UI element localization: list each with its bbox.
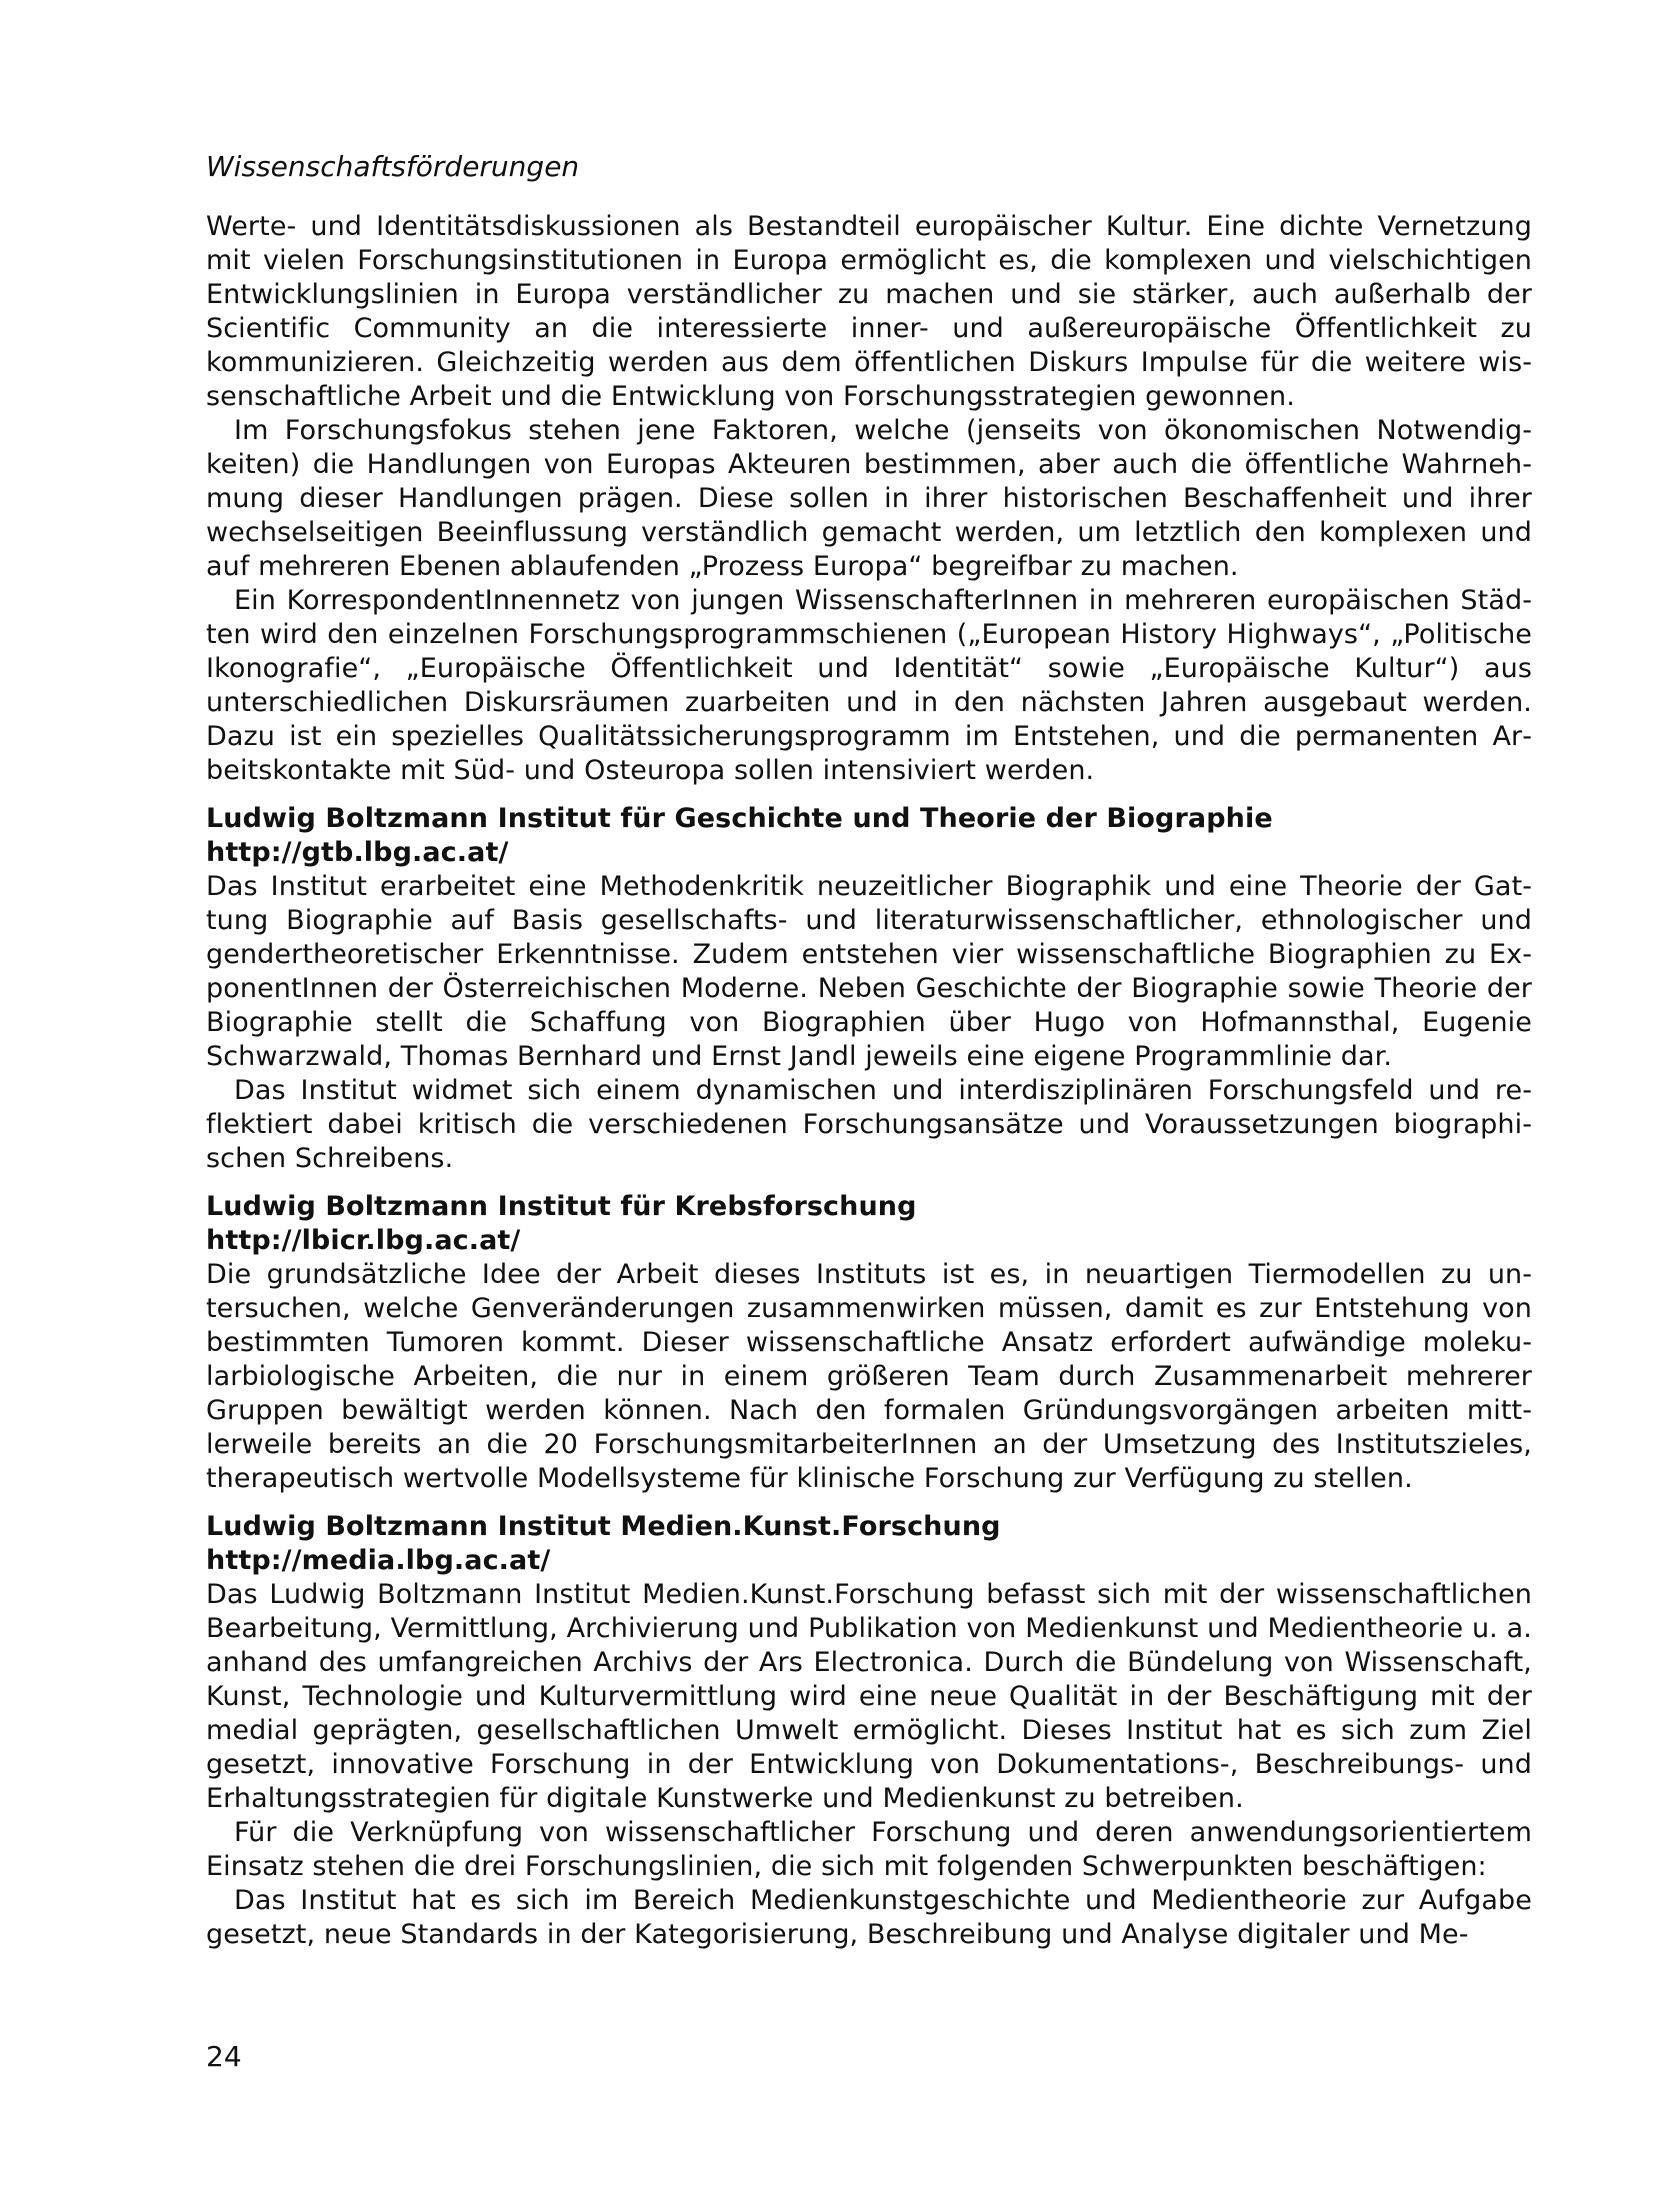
section-url[interactable]: http://media.lbg.ac.at/ — [206, 1545, 551, 1576]
section-paragraph: Das Ludwig Boltzmann Institut Medien.Kunst.Forschung befasst sich mit der wissenschaftlichen Bearbeitung, Vermittlung, Archivierung und Publikation von Medienkunst und Medientheorie u. a. anhand des umfangreichen Archivs der Ars Electronica. Durch die Bündelung von Wissenschaft, Kunst, Technologie und Kulturvermittlung wird eine neue Qualität in der Beschäftigung mit der medial geprägten, gesellschaftlichen Umwelt ermöglicht. Dieses Institut hat es sich zum Ziel gesetzt, innovative Forschung in der Entwicklung von Dokumentations-, Beschreibungs- und Erhaltungsstrategien für digitale Kunstwerke und Medienkunst zu betreiben. — [206, 1579, 1532, 1814]
section-title: Ludwig Boltzmann Institut für Krebsforschung — [206, 1191, 917, 1222]
section-paragraph: Das Institut widmet sich einem dynamischen und interdisziplinären Forschungsfeld und reflektiert dabei kritisch die verschiedenen Forschungsansätze und Voraussetzungen biographischen Schreibens. — [206, 1075, 1532, 1174]
page-number: 24 — [206, 2040, 242, 2073]
intro-text — [206, 210, 1532, 788]
section-paragraph: Das Institut hat es sich im Bereich Medienkunstgeschichte und Medientheorie zur Aufgabe gesetzt, neue Standards in der Kategorisierung, Beschreibung und Analyse digitaler und Me- — [206, 1885, 1532, 1950]
section-medien-kunst-forschung — [206, 1510, 1532, 1952]
section-url[interactable]: http://gtb.lbg.ac.at/ — [206, 837, 509, 868]
running-head: Wissenschaftsförderungen — [206, 150, 580, 183]
section-biographie — [206, 802, 1532, 1176]
section-title: Ludwig Boltzmann Institut Medien.Kunst.Forschung — [206, 1511, 1001, 1542]
section-paragraph: Das Institut erarbeitet eine Methodenkritik neuzeitlicher Biographik und eine Theorie der Gattung Biographie auf Basis gesellschafts- und literaturwissenschaftlicher, ethnologischer und gendertheoretischer Erkenntnisse. Zudem entstehen vier wissenschaftliche Biographien zu ExponentInnen der Österreichischen Moderne. Neben Geschichte der Biographie sowie Theorie der Biographie stellt die Schaffung von Biographien über Hugo von Hofmannsthal, Eugenie Schwarzwald, Thomas Bernhard und Ernst Jandl jeweils eine eigene Programmlinie dar. — [206, 871, 1532, 1072]
intro-paragraph-2: Im Forschungsfokus stehen jene Faktoren, welche (jenseits von ökonomischen Notwendigkeiten) die Handlungen von Europas Akteuren bestimmen, aber auch die öffentliche Wahrnehmung dieser Handlungen prägen. Diese sollen in ihrer historischen Beschaffenheit und ihrer wechselseitigen Beeinflussung verständlich gemacht werden, um letztlich den komplexen und auf mehreren Ebenen ablaufenden „Prozess Europa“ begreifbar zu machen. — [206, 415, 1532, 582]
intro-paragraph-3: Ein KorrespondentInnennetz von jungen WissenschafterInnen in mehreren europäischen Städten wird den einzelnen Forschungsprogrammschienen („European History Highways“, „Politische Ikonografie“, „Europäische Öffentlichkeit und Identität“ sowie „Europäische Kultur“) aus unterschiedlichen Diskursräumen zuarbeiten und in den nächsten Jahren ausgebaut werden. Dazu ist ein spezielles Qualitätssicherungsprogramm im Entstehen, und die permanenten Arbeitskontakte mit Süd- und Osteuropa sollen intensiviert werden. — [206, 585, 1532, 786]
section-url[interactable]: http://lbicr.lbg.ac.at/ — [206, 1225, 521, 1256]
page-body — [206, 150, 1532, 1952]
section-paragraph: Die grundsätzliche Idee der Arbeit dieses Instituts ist es, in neuartigen Tiermodellen zu untersuchen, welche Genveränderungen zusammenwirken müssen, damit es zur Entstehung von bestimmten Tumoren kommt. Dieser wissenschaftliche Ansatz erfordert aufwändige molekularbiologische Arbeiten, die nur in einem größeren Team durch Zusammenarbeit mehrerer Gruppen bewältigt werden können. Nach den formalen Gründungsvorgängen arbeiten mittlerweile bereits an die 20 ForschungsmitarbeiterInnen an der Umsetzung des Institutszieles, therapeutisch wertvolle Modellsysteme für klinische Forschung zur Verfügung zu stellen. — [206, 1259, 1532, 1494]
intro-paragraph-1: Werte- und Identitätsdiskussionen als Bestandteil europäischer Kultur. Eine dichte Vernetzung mit vielen Forschungsinstitutionen in Europa ermöglicht es, die komplexen und vielschichtigen Entwicklungslinien in Europa verständlicher zu machen und sie stärker, auch außerhalb der Scientific Community an die interessierte inner- und außereuropäische Öffentlichkeit zu kommunizieren. Gleichzeitig werden aus dem öffentlichen Diskurs Impulse für die weitere wissenschaftliche Arbeit und die Entwicklung von Forschungsstrategien gewonnen. — [206, 211, 1532, 412]
section-krebsforschung — [206, 1190, 1532, 1496]
section-title: Ludwig Boltzmann Institut für Geschichte und Theorie der Biographie — [206, 803, 1273, 834]
section-paragraph: Für die Verknüpfung von wissenschaftlicher Forschung und deren anwendungsorientiertem Einsatz stehen die drei Forschungslinien, die sich mit folgenden Schwerpunkten beschäftigen: — [206, 1817, 1532, 1882]
